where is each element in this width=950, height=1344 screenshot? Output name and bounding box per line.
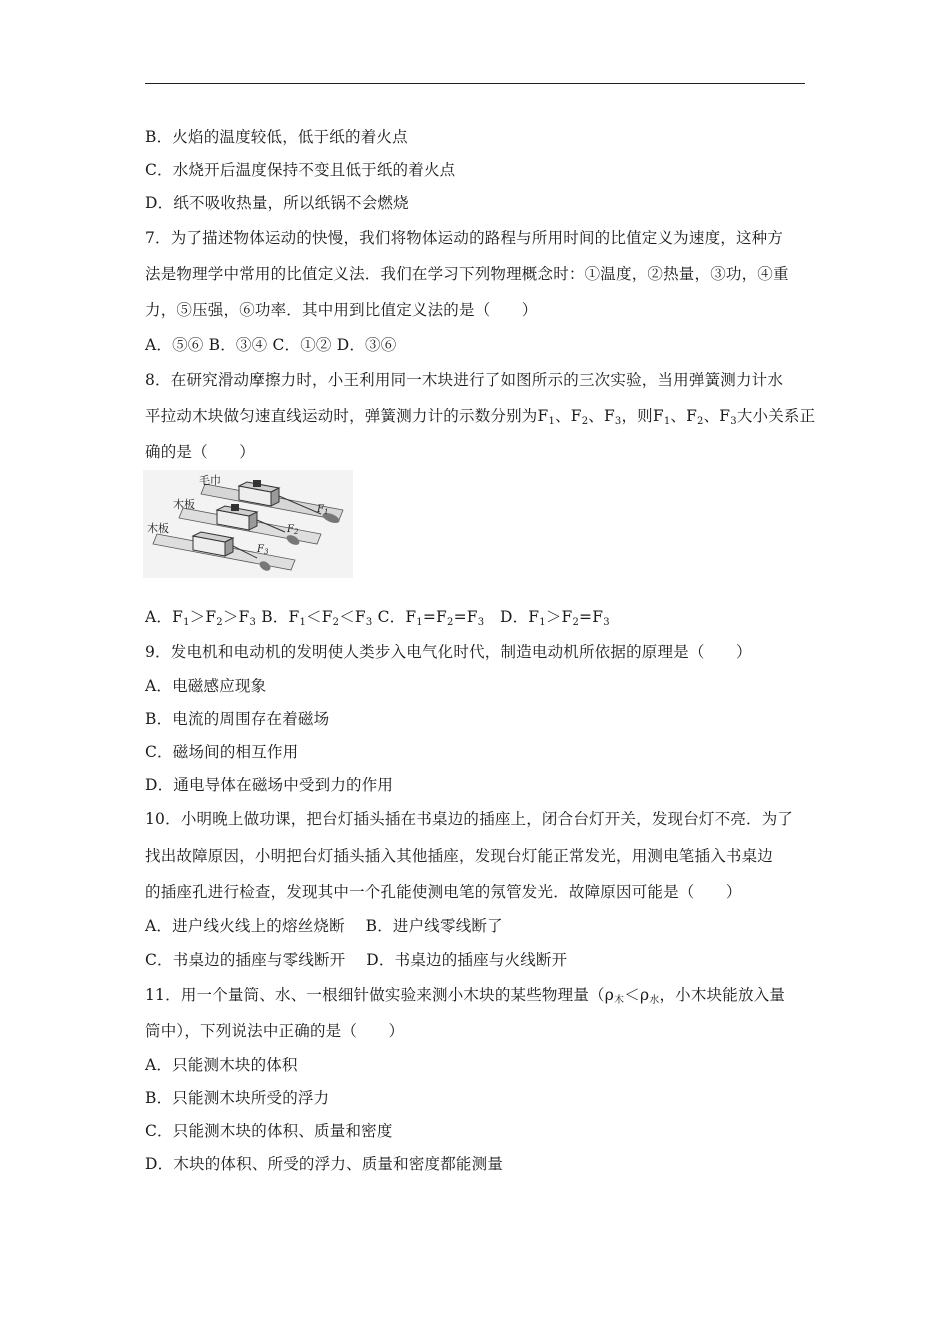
q7-options: A．⑤⑥ B．③④ C．①② D．③⑥ xyxy=(145,336,397,354)
label-board-1: 木板 xyxy=(173,498,195,511)
q11-stem-line-2: 筒中），下列说法中正确的是（ ） xyxy=(145,1022,405,1040)
q6-option-b: B．火焰的温度较低，低于纸的着火点 xyxy=(145,128,408,146)
q7-stem-line-3: 力，⑤压强，⑥功率．其中用到比值定义法的是（ ） xyxy=(145,301,538,319)
q11-option-a: A．只能测木块的体积 xyxy=(145,1056,298,1074)
q6-option-c: C．水烧开后温度保持不变且低于纸的着火点 xyxy=(145,161,456,179)
label-towel: 毛巾 xyxy=(199,474,221,487)
q8-stem-line-1: 8．在研究滑动摩擦力时，小王利用同一木块进行了如图所示的三次实验，当用弹簧测力计水 xyxy=(145,371,784,389)
q10-options-cd: C．书桌边的插座与零线断开 D．书桌边的插座与火线断开 xyxy=(145,951,568,969)
q10-options-ab: A．进户线火线上的熔丝烧断 B．进户线零线断了 xyxy=(145,917,503,935)
q11-option-b: B．只能测木块所受的浮力 xyxy=(145,1089,330,1107)
q10-stem-line-1: 10．小明晚上做功课，把台灯插头插在书桌边的插座上，闭合台灯开关，发现台灯不亮．为了 xyxy=(145,810,794,828)
label-f1: $F_1$ xyxy=(317,504,329,516)
label-board-2: 木板 xyxy=(147,522,169,535)
q7-stem-line-1: 7．为了描述物体运动的快慢，我们将物体运动的路程与所用时间的比值定义为速度，这种方 xyxy=(145,229,784,247)
q9-option-b: B．电流的周围存在着磁场 xyxy=(145,710,330,728)
q9-option-d: D．通电导体在磁场中受到力的作用 xyxy=(145,776,394,794)
q8-stem-line-2: 平拉动木块做匀速直线运动时，弹簧测力计的示数分别为$F_1$、$F_2$、$F_3$，则$F_1$、$F_2$、$F_3$大小关系正 xyxy=(145,407,816,427)
q9-option-a: A．电磁感应现象 xyxy=(145,677,267,695)
label-f3: $F_3$ xyxy=(257,544,269,556)
q10-stem-line-3: 的插座孔进行检查，发现其中一个孔能使测电笔的氖管发光．故障原因可能是（ ） xyxy=(145,883,742,901)
header-rule xyxy=(145,83,805,84)
q11-stem-line-1: 11．用一个量筒、水、一根细针做实验来测小木块的某些物理量（$\rho_木<\rho_水$，小木块能放入量 xyxy=(145,986,786,1006)
q8-stem-line-3: 确的是（ ） xyxy=(145,443,255,461)
q11-option-c: C．只能测木块的体积、质量和密度 xyxy=(145,1122,393,1140)
q9-stem: 9．发电机和电动机的发明使人类步入电气化时代，制造电动机所依据的原理是（ ） xyxy=(145,643,752,661)
q9-option-c: C．磁场间的相互作用 xyxy=(145,743,299,761)
friction-experiment-figure xyxy=(143,470,353,578)
q11-option-d: D．木块的体积、所受的浮力、质量和密度都能测量 xyxy=(145,1155,504,1173)
label-f2: $F_2$ xyxy=(287,524,299,536)
q7-stem-line-2: 法是物理学中常用的比值定义法．我们在学习下列物理概念时：①温度，②热量，③功，④重 xyxy=(145,265,789,283)
q10-stem-line-2: 找出故障原因，小明把台灯插头插入其他插座，发现台灯能正常发光，用测电笔插入书桌边 xyxy=(145,847,774,865)
q6-option-d: D．纸不吸收热量，所以纸锅不会燃烧 xyxy=(145,194,409,212)
q8-options: A．$F_1>F_2>F_3$ B．$F_1<F_2<F_3$ C．$F_1=F_2=F_3$ D．$F_1>F_2=F_3$ xyxy=(145,608,610,628)
friction-experiment-diagram xyxy=(143,470,353,578)
